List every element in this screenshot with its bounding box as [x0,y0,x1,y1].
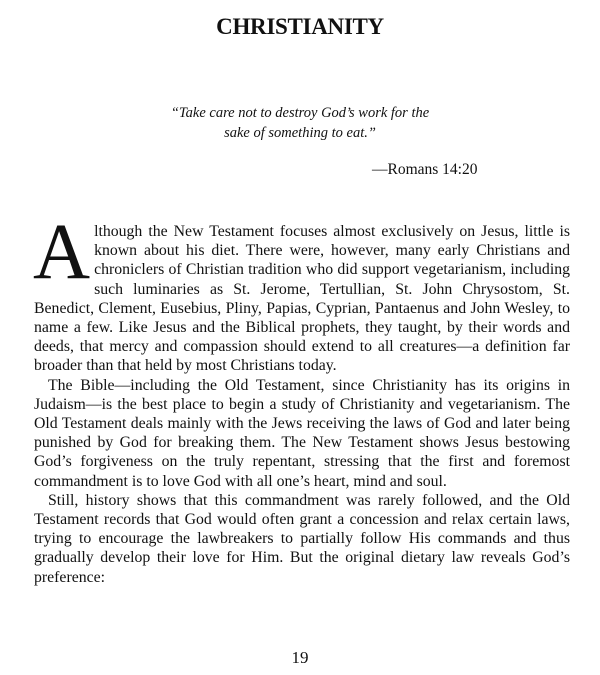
epigraph-quote [0,103,600,143]
page-title: CHRISTIANITY [216,14,384,39]
paragraph: The Bible—including the Old Testament, since Christianity has its origins in Judaism—is the best place to begin a study of Christianity and vegetarianism. The Old Testament deals mainly with the Jews receiving the laws of God and later being punished by God for breaking them. The New Testament shows Jesus bestowing God’s forgiveness on the truly repentant, stressing that the first and foremost commandment is to love God with all one’s heart, mind and soul. [34,376,570,490]
epigraph-line: sake of something to eat.” [224,125,376,141]
paragraph-text: lthough the New Testament focuses almost exclusively on Jesus, little is known about his diet. There were, however, many early Christians and chroniclers of Christian tradition who did support vegetarianism, including such luminaries as St. Jerome, Tertullian, St. John Chrysostom, St. Benedict, Clement, Eusebius, Pliny, Papias, Cyprian, Pantaenus and John Wesley, to name a few. Like Jesus and the Biblical prophets, they taught, by their words and deeds, that mercy and compassion should extend to all creatures—a definition far broader than that held by most Christians today. [34,223,570,375]
paragraph: Still, history shows that this commandment was rarely followed, and the Old Testament records that God would often grant a concession and relax certain laws, trying to encourage the lawbreakers to partially follow His commands and thus gradually develop their love for Him. But the original dietary law reveals God’s preference: [34,491,570,586]
body-text [33,209,570,587]
paragraph [33,209,570,376]
epigraph-line: “Take care not to destroy God’s work for the [170,105,430,121]
drop-cap: A [33,209,91,296]
epigraph-attribution: —Romans 14:20 [372,161,478,178]
page-number: 19 [291,648,309,667]
